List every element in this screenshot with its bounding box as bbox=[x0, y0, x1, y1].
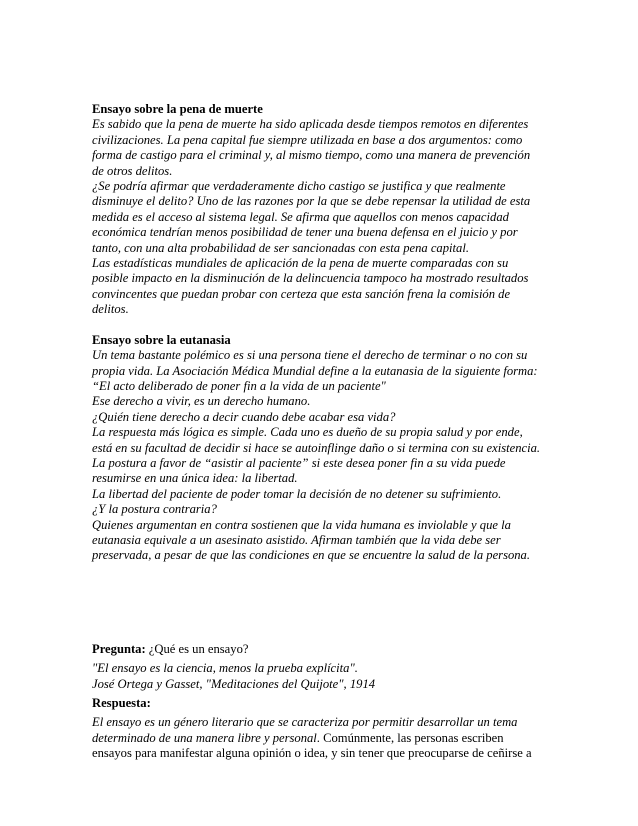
answer-line: ensayos para manifestar alguna opinión o idea, y sin tener que preocuparse de ceñirse a bbox=[92, 746, 532, 761]
essay2-line: eutanasia equivale a un asesinato asistido. Afirman también que la vida debe ser bbox=[92, 532, 501, 547]
quote-author: José Ortega y Gasset, "Meditaciones del Quijote", 1914 bbox=[92, 676, 376, 691]
essay2-line: La libertad del paciente de poder tomar la decisión de no detener su sufrimiento. bbox=[92, 486, 502, 501]
quote-line: "El ensayo es la ciencia, menos la prueba explícita". bbox=[92, 661, 358, 676]
essay2-line: ¿Quién tiene derecho a decir cuando debe acabar esa vida? bbox=[92, 409, 396, 424]
essay1-line: civilizaciones. La pena capital fue siempre utilizada en base a dos argumentos: como bbox=[92, 132, 523, 147]
essay1-line: delitos. bbox=[92, 302, 129, 317]
essay1-line: disminuye el delito? Uno de las razones por la que se debe repensar la utilidad de esta bbox=[92, 194, 531, 209]
essay1-line: tanto, con una alta probabilidad de ser sancionadas con esta pena capital. bbox=[92, 240, 469, 255]
answer-line-rest: . Comúnmente, las personas escriben bbox=[316, 730, 504, 745]
document-body bbox=[92, 102, 552, 762]
essay1-line: posible impacto en la disminución de la delincuencia tampoco ha mostrado resultados bbox=[92, 271, 529, 286]
answer-line bbox=[92, 731, 552, 746]
essay1-line: convincentes que puedan probar con certeza que esta sanción frena la comisión de bbox=[92, 286, 511, 301]
essay1-line: económica tendrían menos posibilidad de tener una buena defensa en el juicio y por bbox=[92, 225, 518, 240]
answer-line-italic: determinado de una manera libre y personal bbox=[92, 730, 317, 745]
essay2-line: La respuesta más lógica es simple. Cada uno es dueño de su propia salud y por ende, bbox=[92, 425, 523, 440]
essay1-line: ¿Se podría afirmar que verdaderamente dicho castigo se justifica y que realmente bbox=[92, 179, 506, 194]
essay1-line: forma de castigo para el criminal y, al mismo tiempo, como una manera de prevención bbox=[92, 148, 531, 163]
essay1-line: de otros delitos. bbox=[92, 163, 173, 178]
essay2-line: Un tema bastante polémico es si una persona tiene el derecho de terminar o no con su bbox=[92, 348, 528, 363]
essay2-title: Ensayo sobre la eutanasia bbox=[92, 332, 231, 347]
essay2-line: La postura a favor de “asistir al paciente” si este desea poner fin a su vida puede bbox=[92, 455, 506, 470]
essay2-line: ¿Y la postura contraria? bbox=[92, 502, 217, 517]
essay2-line: “El acto deliberado de poner fin a la vida de un paciente" bbox=[92, 378, 386, 393]
question-text: ¿Qué es un ensayo? bbox=[145, 641, 249, 656]
answer-line: El ensayo es un género literario que se caracteriza por permitir desarrollar un tema bbox=[92, 715, 518, 730]
essay2-line: Quienes argumentan en contra sostienen que la vida humana es inviolable y que la bbox=[92, 517, 511, 532]
essay2-line: Ese derecho a vivir, es un derecho humano. bbox=[92, 394, 311, 409]
essay1-line: Es sabido que la pena de muerte ha sido aplicada desde tiempos remotos en diferentes bbox=[92, 117, 529, 132]
question-label: Pregunta: bbox=[92, 641, 146, 656]
essay2-line: preservada, a pesar de que las condiciones en que se encuentre la salud de la persona. bbox=[92, 548, 531, 563]
essay2-line: propia vida. La Asociación Médica Mundial define a la eutanasia de la siguiente forma: bbox=[92, 363, 538, 378]
answer-label: Respuesta: bbox=[92, 696, 151, 710]
essay1-line: medida es el acceso al sistema legal. Se afirma que aquellos con menos capacidad bbox=[92, 209, 509, 224]
essay2-line: resumirse en una única idea: la libertad. bbox=[92, 471, 298, 486]
question-line bbox=[92, 642, 552, 657]
essay2-line: está en su facultad de decidir si hace se autoinflinge daño o si termina con su existencia. bbox=[92, 440, 541, 455]
essay1-line: Las estadísticas mundiales de aplicación de la pena de muerte comparadas con su bbox=[92, 256, 509, 271]
essay1-title: Ensayo sobre la pena de muerte bbox=[92, 102, 263, 116]
